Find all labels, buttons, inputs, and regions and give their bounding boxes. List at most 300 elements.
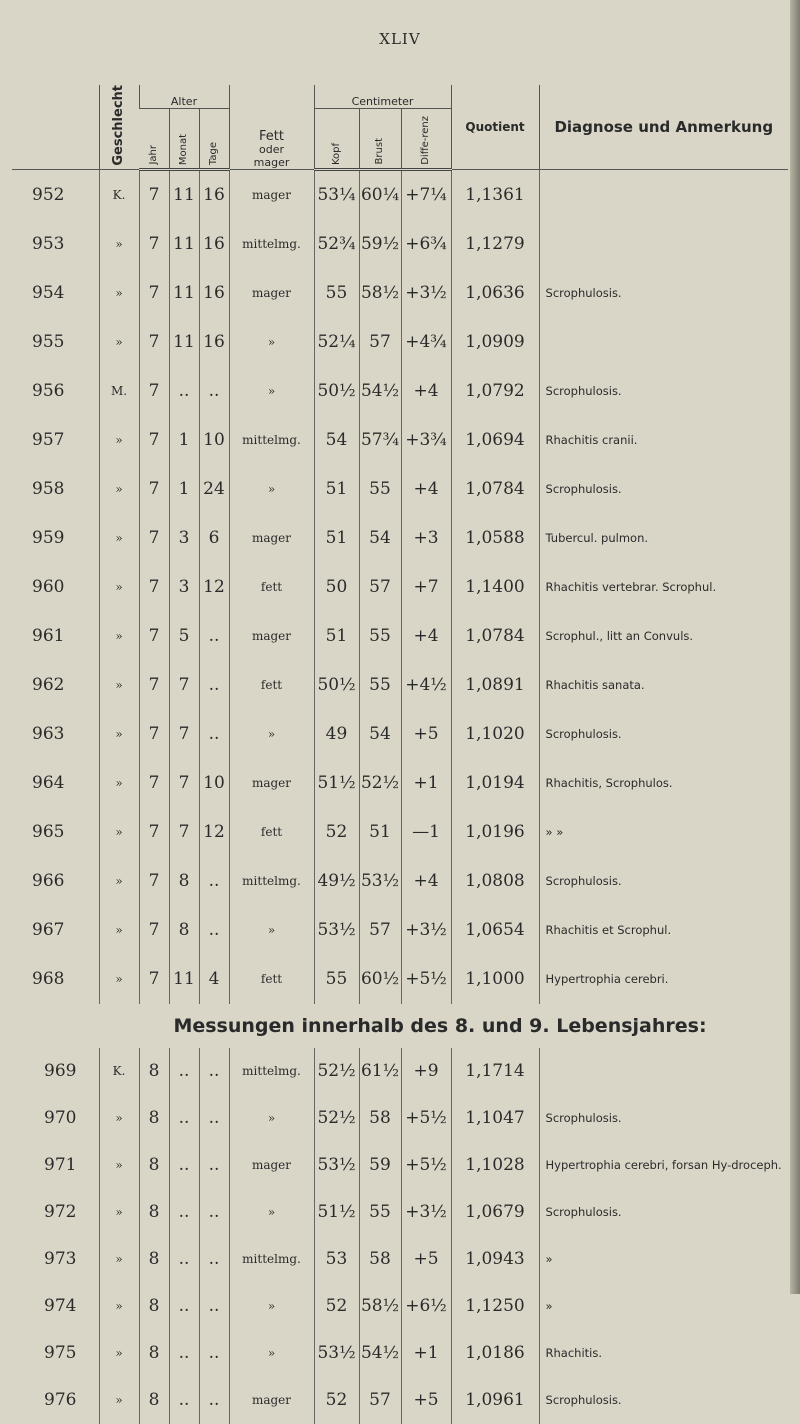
quotient-cell: 1,0694 (451, 416, 539, 465)
header-monat: Monat (169, 108, 199, 169)
kopf-cell: 51 (314, 612, 359, 661)
quotient-cell: 1,1400 (451, 563, 539, 612)
table-row (12, 710, 788, 759)
jahr-cell: 7 (139, 906, 169, 955)
row-number: 958 (32, 479, 65, 500)
geschlecht-cell: K. (99, 169, 139, 220)
differenz-cell: +4 (401, 857, 451, 906)
monat-cell: .. (169, 1330, 199, 1377)
tage-cell: 16 (199, 269, 229, 318)
header-differenz: Diffe-renz (401, 108, 451, 169)
differenz-cell: +1 (401, 759, 451, 808)
brust-cell: 60½ (359, 955, 401, 1004)
fett-cell: mittelmg. (229, 857, 314, 906)
row-number: 954 (32, 283, 65, 304)
brust-cell: 59½ (359, 220, 401, 269)
brust-cell: 61½ (359, 1048, 401, 1095)
row-number: 970 (44, 1108, 77, 1129)
jahr-cell: 7 (139, 514, 169, 563)
tage-cell: .. (199, 367, 229, 416)
table-row (12, 759, 788, 808)
geschlecht-cell: » (99, 710, 139, 759)
diagnose-cell: Scrophulosis. (539, 367, 788, 416)
fett-cell: mittelmg. (229, 1236, 314, 1283)
fett-cell: fett (229, 661, 314, 710)
brust-cell: 58 (359, 1095, 401, 1142)
monat-cell: .. (169, 1283, 199, 1330)
jahr-cell: 7 (139, 710, 169, 759)
kopf-cell: 52 (314, 1283, 359, 1330)
table-row (12, 416, 788, 465)
quotient-cell: 1,0961 (451, 1377, 539, 1424)
monat-cell: .. (169, 1236, 199, 1283)
quotient-cell: 1,0636 (451, 269, 539, 318)
diagnose-cell: Scrophulosis. (539, 1095, 788, 1142)
table-row (12, 661, 788, 710)
geschlecht-cell: » (99, 220, 139, 269)
jahr-cell: 7 (139, 759, 169, 808)
tage-cell: .. (199, 612, 229, 661)
fett-cell: » (229, 1095, 314, 1142)
monat-cell: 7 (169, 759, 199, 808)
fett-cell: fett (229, 563, 314, 612)
fett-cell: » (229, 318, 314, 367)
tage-cell: .. (199, 1142, 229, 1189)
jahr-cell: 8 (139, 1189, 169, 1236)
quotient-cell: 1,0196 (451, 808, 539, 857)
monat-cell: .. (169, 1095, 199, 1142)
fett-cell: mager (229, 612, 314, 661)
quotient-cell: 1,0654 (451, 906, 539, 955)
table-row (12, 906, 788, 955)
table-row (12, 563, 788, 612)
row-number: 952 (32, 184, 65, 205)
header-kopf: Kopf (314, 108, 359, 169)
fett-cell: mager (229, 169, 314, 220)
monat-cell: .. (169, 1048, 199, 1095)
tage-cell: .. (199, 710, 229, 759)
row-number: 956 (32, 381, 65, 402)
section-1-body (12, 169, 788, 1004)
brust-cell: 55 (359, 661, 401, 710)
kopf-cell: 51½ (314, 759, 359, 808)
diagnose-cell: Scrophulosis. (539, 857, 788, 906)
monat-cell: .. (169, 1189, 199, 1236)
jahr-cell: 8 (139, 1236, 169, 1283)
differenz-cell: +7 (401, 563, 451, 612)
row-number: 965 (32, 822, 65, 843)
diagnose-cell: Rhachitis. (539, 1330, 788, 1377)
geschlecht-cell: » (99, 1330, 139, 1377)
brust-cell: 60¼ (359, 169, 401, 220)
kopf-cell: 50½ (314, 367, 359, 416)
row-number: 972 (44, 1202, 77, 1223)
fett-cell: mittelmg. (229, 1048, 314, 1095)
tage-cell: .. (199, 1377, 229, 1424)
differenz-cell: +5 (401, 710, 451, 759)
fett-cell: » (229, 906, 314, 955)
table-row (12, 269, 788, 318)
geschlecht-cell: » (99, 808, 139, 857)
differenz-cell: +6½ (401, 1283, 451, 1330)
jahr-cell: 7 (139, 661, 169, 710)
kopf-cell: 51½ (314, 1189, 359, 1236)
geschlecht-cell: K. (99, 1048, 139, 1095)
tage-cell: .. (199, 661, 229, 710)
quotient-cell: 1,1279 (451, 220, 539, 269)
quotient-cell: 1,0943 (451, 1236, 539, 1283)
row-number: 976 (44, 1390, 77, 1411)
quotient-cell: 1,0891 (451, 661, 539, 710)
jahr-cell: 7 (139, 416, 169, 465)
jahr-cell: 8 (139, 1330, 169, 1377)
tage-cell: .. (199, 906, 229, 955)
diagnose-cell: » » (539, 808, 788, 857)
tage-cell: .. (199, 857, 229, 906)
quotient-cell: 1,1028 (451, 1142, 539, 1189)
kopf-cell: 51 (314, 514, 359, 563)
jahr-cell: 7 (139, 857, 169, 906)
quotient-cell: 1,0784 (451, 612, 539, 661)
tage-cell: .. (199, 1283, 229, 1330)
fett-cell: » (229, 1330, 314, 1377)
jahr-cell: 8 (139, 1283, 169, 1330)
fett-cell: » (229, 367, 314, 416)
diagnose-cell: Rhachitis sanata. (539, 661, 788, 710)
quotient-cell: 1,0194 (451, 759, 539, 808)
fett-cell: fett (229, 808, 314, 857)
measurement-table (12, 85, 788, 1424)
page-number: XLIV (379, 30, 421, 48)
table-row (12, 1189, 788, 1236)
monat-cell: 11 (169, 318, 199, 367)
header-geschlecht: Geschlecht (99, 85, 139, 169)
monat-cell: 11 (169, 220, 199, 269)
kopf-cell: 50½ (314, 661, 359, 710)
monat-cell: 11 (169, 169, 199, 220)
diagnose-cell: Hypertrophia cerebri, forsan Hy-droceph. (539, 1142, 788, 1189)
differenz-cell: +3¾ (401, 416, 451, 465)
differenz-cell: +5½ (401, 1142, 451, 1189)
diagnose-cell: Rhachitis, Scrophulos. (539, 759, 788, 808)
jahr-cell: 7 (139, 563, 169, 612)
differenz-cell: +4 (401, 612, 451, 661)
brust-cell: 57¾ (359, 416, 401, 465)
quotient-cell: 1,0186 (451, 1330, 539, 1377)
tage-cell: 4 (199, 955, 229, 1004)
diagnose-cell: Scrophulosis. (539, 269, 788, 318)
tage-cell: 16 (199, 220, 229, 269)
row-number: 969 (44, 1061, 77, 1082)
diagnose-cell (539, 220, 788, 269)
differenz-cell: +3½ (401, 1189, 451, 1236)
brust-cell: 53½ (359, 857, 401, 906)
diagnose-cell: Rhachitis cranii. (539, 416, 788, 465)
brust-cell: 52½ (359, 759, 401, 808)
diagnose-cell: » (539, 1236, 788, 1283)
table-row (12, 220, 788, 269)
header-fett: Fett oder mager (229, 85, 314, 169)
row-number: 961 (32, 626, 65, 647)
tage-cell: 24 (199, 465, 229, 514)
kopf-cell: 52½ (314, 1095, 359, 1142)
kopf-cell: 52 (314, 808, 359, 857)
differenz-cell: +1 (401, 1330, 451, 1377)
differenz-cell: +3½ (401, 269, 451, 318)
kopf-cell: 53½ (314, 1142, 359, 1189)
jahr-cell: 7 (139, 955, 169, 1004)
brust-cell: 54 (359, 514, 401, 563)
monat-cell: 1 (169, 465, 199, 514)
fett-cell: mager (229, 1142, 314, 1189)
diagnose-cell: Rhachitis vertebrar. Scrophul. (539, 563, 788, 612)
row-number: 975 (44, 1343, 77, 1364)
quotient-cell: 1,1000 (451, 955, 539, 1004)
tage-cell: .. (199, 1189, 229, 1236)
diagnose-cell: Scrophulosis. (539, 1189, 788, 1236)
section-2-body (12, 1048, 788, 1424)
quotient-cell: 1,1250 (451, 1283, 539, 1330)
measurement-table-wrapper (12, 85, 788, 1424)
table-row (12, 514, 788, 563)
kopf-cell: 55 (314, 955, 359, 1004)
differenz-cell: +3 (401, 514, 451, 563)
monat-cell: 8 (169, 906, 199, 955)
row-number: 955 (32, 332, 65, 353)
tage-cell: .. (199, 1048, 229, 1095)
brust-cell: 55 (359, 612, 401, 661)
jahr-cell: 8 (139, 1048, 169, 1095)
diagnose-cell: Rhachitis et Scrophul. (539, 906, 788, 955)
brust-cell: 51 (359, 808, 401, 857)
geschlecht-cell: » (99, 318, 139, 367)
quotient-cell: 1,0792 (451, 367, 539, 416)
geschlecht-cell: » (99, 563, 139, 612)
kopf-cell: 53¼ (314, 169, 359, 220)
row-number: 964 (32, 773, 65, 794)
diagnose-cell: Tubercul. pulmon. (539, 514, 788, 563)
geschlecht-cell: » (99, 759, 139, 808)
geschlecht-cell: » (99, 1377, 139, 1424)
geschlecht-cell: » (99, 416, 139, 465)
geschlecht-cell: » (99, 1236, 139, 1283)
kopf-cell: 51 (314, 465, 359, 514)
monat-cell: 7 (169, 661, 199, 710)
diagnose-cell: Scrophul., litt an Convuls. (539, 612, 788, 661)
monat-cell: 7 (169, 710, 199, 759)
monat-cell: 7 (169, 808, 199, 857)
header-quotient: Quotient (451, 85, 539, 169)
header-centimeter: Centimeter (314, 85, 451, 108)
differenz-cell: —1 (401, 808, 451, 857)
brust-cell: 55 (359, 1189, 401, 1236)
table-row (12, 367, 788, 416)
diagnose-cell (539, 169, 788, 220)
geschlecht-cell: » (99, 465, 139, 514)
table-row (12, 808, 788, 857)
geschlecht-cell: » (99, 514, 139, 563)
geschlecht-cell: » (99, 857, 139, 906)
table-row (12, 465, 788, 514)
row-number: 973 (44, 1249, 77, 1270)
monat-cell: 11 (169, 269, 199, 318)
differenz-cell: +4 (401, 465, 451, 514)
differenz-cell: +3½ (401, 906, 451, 955)
quotient-cell: 1,1047 (451, 1095, 539, 1142)
jahr-cell: 7 (139, 318, 169, 367)
diagnose-cell: Hypertrophia cerebri. (539, 955, 788, 1004)
monat-cell: .. (169, 367, 199, 416)
table-header (12, 85, 788, 169)
tage-cell: 16 (199, 169, 229, 220)
brust-cell: 54 (359, 710, 401, 759)
quotient-cell: 1,1020 (451, 710, 539, 759)
differenz-cell: +5 (401, 1377, 451, 1424)
geschlecht-cell: » (99, 955, 139, 1004)
diagnose-cell: Scrophulosis. (539, 465, 788, 514)
page-edge (790, 0, 800, 1294)
fett-cell: mager (229, 514, 314, 563)
header-alter: Alter (139, 85, 229, 108)
table-row (12, 1377, 788, 1424)
row-number: 968 (32, 969, 65, 990)
quotient-cell: 1,0808 (451, 857, 539, 906)
kopf-cell: 53½ (314, 1330, 359, 1377)
diagnose-cell: Scrophulosis. (539, 1377, 788, 1424)
monat-cell: 11 (169, 955, 199, 1004)
header-jahr: Jahr (139, 108, 169, 169)
jahr-cell: 7 (139, 612, 169, 661)
brust-cell: 55 (359, 465, 401, 514)
kopf-cell: 50 (314, 563, 359, 612)
table-row (12, 1330, 788, 1377)
row-number: 971 (44, 1155, 77, 1176)
tage-cell: 10 (199, 416, 229, 465)
table-row (12, 612, 788, 661)
fett-cell: fett (229, 955, 314, 1004)
fett-cell: mager (229, 269, 314, 318)
row-number: 962 (32, 675, 65, 696)
fett-cell: mittelmg. (229, 416, 314, 465)
differenz-cell: +7¼ (401, 169, 451, 220)
fett-cell: » (229, 1283, 314, 1330)
table-row (12, 1142, 788, 1189)
geschlecht-cell: » (99, 1095, 139, 1142)
quotient-cell: 1,0588 (451, 514, 539, 563)
tage-cell: .. (199, 1095, 229, 1142)
header-tage: Tage (199, 108, 229, 169)
monat-cell: 3 (169, 563, 199, 612)
row-number: 963 (32, 724, 65, 745)
kopf-cell: 55 (314, 269, 359, 318)
table-row (12, 318, 788, 367)
monat-cell: 8 (169, 857, 199, 906)
tage-cell: 12 (199, 563, 229, 612)
monat-cell: 1 (169, 416, 199, 465)
row-number: 967 (32, 920, 65, 941)
brust-cell: 57 (359, 906, 401, 955)
row-number: 966 (32, 871, 65, 892)
differenz-cell: +9 (401, 1048, 451, 1095)
differenz-cell: +5 (401, 1236, 451, 1283)
differenz-cell: +6¾ (401, 220, 451, 269)
geschlecht-cell: » (99, 1142, 139, 1189)
row-number: 960 (32, 577, 65, 598)
brust-cell: 54½ (359, 367, 401, 416)
table-row (12, 955, 788, 1004)
section-heading-body (12, 1004, 788, 1048)
diagnose-cell: » (539, 1283, 788, 1330)
kopf-cell: 54 (314, 416, 359, 465)
geschlecht-cell: M. (99, 367, 139, 416)
monat-cell: .. (169, 1377, 199, 1424)
tage-cell: 16 (199, 318, 229, 367)
fett-cell: » (229, 1189, 314, 1236)
kopf-cell: 52½ (314, 1048, 359, 1095)
table-row (12, 857, 788, 906)
geschlecht-cell: » (99, 612, 139, 661)
row-number: 959 (32, 528, 65, 549)
tage-cell: 10 (199, 759, 229, 808)
table-row (12, 1236, 788, 1283)
monat-cell: 3 (169, 514, 199, 563)
jahr-cell: 8 (139, 1377, 169, 1424)
tage-cell: 12 (199, 808, 229, 857)
geschlecht-cell: » (99, 269, 139, 318)
kopf-cell: 52¾ (314, 220, 359, 269)
kopf-cell: 52 (314, 1377, 359, 1424)
table-row (12, 1283, 788, 1330)
fett-cell: » (229, 465, 314, 514)
differenz-cell: +5½ (401, 955, 451, 1004)
brust-cell: 58½ (359, 269, 401, 318)
jahr-cell: 7 (139, 465, 169, 514)
row-number: 974 (44, 1296, 77, 1317)
diagnose-cell (539, 318, 788, 367)
brust-cell: 57 (359, 1377, 401, 1424)
fett-cell: mager (229, 1377, 314, 1424)
brust-cell: 54½ (359, 1330, 401, 1377)
fett-cell: » (229, 710, 314, 759)
quotient-cell: 1,1361 (451, 169, 539, 220)
kopf-cell: 53 (314, 1236, 359, 1283)
brust-cell: 59 (359, 1142, 401, 1189)
header-brust: Brust (359, 108, 401, 169)
section-heading: Messungen innerhalb des 8. und 9. Lebensjahres: (173, 1014, 707, 1037)
diagnose-cell: Scrophulosis. (539, 710, 788, 759)
jahr-cell: 7 (139, 169, 169, 220)
monat-cell: .. (169, 1142, 199, 1189)
header-diagnose: Diagnose und Anmerkung (539, 85, 788, 169)
kopf-cell: 53½ (314, 906, 359, 955)
differenz-cell: +5½ (401, 1095, 451, 1142)
tage-cell: 6 (199, 514, 229, 563)
fett-cell: mittelmg. (229, 220, 314, 269)
jahr-cell: 7 (139, 367, 169, 416)
brust-cell: 57 (359, 563, 401, 612)
jahr-cell: 7 (139, 808, 169, 857)
brust-cell: 57 (359, 318, 401, 367)
jahr-cell: 7 (139, 269, 169, 318)
geschlecht-cell: » (99, 661, 139, 710)
differenz-cell: +4¾ (401, 318, 451, 367)
kopf-cell: 49½ (314, 857, 359, 906)
table-row (12, 169, 788, 220)
tage-cell: .. (199, 1236, 229, 1283)
quotient-cell: 1,1714 (451, 1048, 539, 1095)
geschlecht-cell: » (99, 1283, 139, 1330)
jahr-cell: 8 (139, 1095, 169, 1142)
